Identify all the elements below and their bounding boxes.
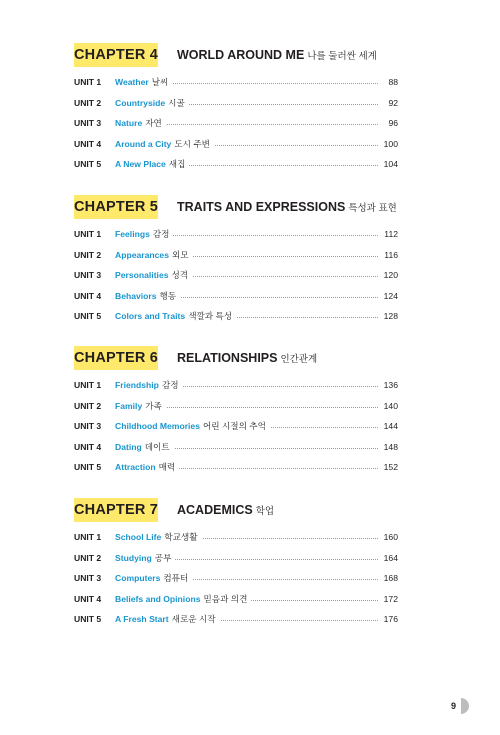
unit-topic-ko: 감정 [152, 229, 170, 239]
unit-topic [115, 419, 270, 433]
unit-label: UNIT 4 [74, 593, 102, 604]
page-folio-number: 9 [451, 701, 457, 711]
unit-topic-ko: 성격 [171, 270, 189, 280]
unit-label: UNIT 3 [74, 573, 102, 583]
unit-topic [115, 551, 175, 565]
unit-list [74, 227, 398, 330]
page-number: 176 [383, 614, 398, 624]
unit-topic-en: Childhood Memories [115, 421, 200, 431]
chapter-title [177, 498, 274, 524]
unit-row[interactable] [74, 96, 398, 117]
chapter-title [177, 43, 377, 69]
unit-topic [115, 571, 192, 585]
page-number: 100 [383, 138, 398, 149]
unit-topic-en: Behaviors [115, 290, 157, 301]
unit-label: UNIT 3 [74, 421, 102, 431]
page-number: 128 [383, 311, 398, 321]
unit-list [74, 378, 398, 481]
unit-topic [115, 289, 180, 303]
chapter-title-en: WORLD AROUND ME [177, 48, 305, 62]
chapter-4-section [74, 43, 398, 169]
unit-topic-en: Computers [115, 573, 161, 583]
unit-row[interactable] [74, 419, 398, 440]
unit-row[interactable] [74, 460, 398, 481]
unit-label: UNIT 5 [74, 462, 102, 472]
unit-topic-ko: 감정 [161, 380, 179, 390]
unit-topic-ko: 행동 [159, 290, 177, 301]
chapter-badge: CHAPTER 4 [74, 43, 158, 67]
chapter-title [177, 346, 317, 372]
chapter-heading [74, 43, 398, 67]
page-number: 88 [388, 77, 398, 87]
unit-topic-ko: 날씨 [151, 77, 169, 87]
unit-topic-ko: 시골 [168, 97, 185, 108]
unit-list [74, 530, 398, 633]
folio-tab-icon [461, 698, 469, 714]
unit-topic-en: Dating [115, 441, 142, 452]
unit-topic [115, 399, 166, 413]
chapter-badge: CHAPTER 5 [74, 195, 158, 219]
unit-row[interactable] [74, 440, 398, 461]
chapter-title-ko: 인간관계 [280, 354, 318, 365]
unit-topic [115, 227, 173, 241]
page-number: 168 [383, 573, 398, 583]
unit-topic-en: Feelings [115, 229, 150, 239]
unit-topic-ko: 새로운 시작 [171, 614, 216, 624]
chapter-heading [74, 195, 398, 219]
page-number: 116 [384, 249, 398, 260]
unit-topic-en: Weather [115, 77, 149, 87]
unit-topic-ko: 학교생활 [164, 532, 198, 542]
unit-label: UNIT 5 [74, 614, 102, 624]
page-number: 148 [383, 441, 398, 452]
unit-topic [115, 309, 236, 323]
unit-topic [115, 157, 189, 171]
unit-row[interactable] [74, 75, 398, 96]
unit-label: UNIT 1 [74, 532, 102, 542]
unit-row[interactable] [74, 571, 398, 592]
unit-topic-ko: 외모 [171, 249, 189, 260]
chapter-title-en: RELATIONSHIPS [177, 351, 278, 365]
unit-topic-ko: 매력 [158, 462, 176, 472]
page-number: 120 [383, 270, 398, 280]
unit-row[interactable] [74, 309, 398, 330]
unit-topic-en: Friendship [115, 380, 159, 390]
unit-topic-en: A Fresh Start [115, 614, 169, 624]
page-number: 124 [383, 290, 398, 301]
unit-row[interactable] [74, 592, 398, 613]
unit-label: UNIT 2 [74, 97, 102, 108]
page-number: 104 [383, 159, 398, 169]
unit-topic-ko: 자연 [145, 118, 162, 128]
page-number: 136 [383, 380, 398, 390]
chapter-title-ko: 나를 둘러싼 세계 [307, 51, 377, 62]
unit-row[interactable] [74, 248, 398, 269]
unit-label: UNIT 3 [74, 118, 102, 128]
unit-label: UNIT 4 [74, 138, 102, 149]
chapter-title-ko: 특성과 표현 [348, 203, 397, 214]
unit-topic [115, 612, 220, 626]
page-number: 112 [384, 229, 398, 239]
unit-row[interactable] [74, 289, 398, 310]
chapter-heading [74, 346, 398, 370]
unit-topic-en: A New Place [115, 159, 166, 169]
unit-topic-en: School Life [115, 532, 162, 542]
unit-label: UNIT 2 [74, 249, 102, 260]
unit-topic-ko: 공부 [154, 552, 172, 563]
chapter-7-section [74, 498, 398, 624]
unit-topic-en: Studying [115, 552, 152, 563]
unit-topic [115, 248, 193, 262]
unit-row[interactable] [74, 378, 398, 399]
chapter-title-en: ACADEMICS [177, 503, 253, 517]
unit-row[interactable] [74, 268, 398, 289]
unit-topic [115, 440, 174, 454]
unit-label: UNIT 3 [74, 270, 102, 280]
page-number: 144 [383, 421, 398, 431]
unit-topic [115, 75, 172, 89]
unit-topic-ko: 컴퓨터 [163, 573, 189, 583]
unit-row[interactable] [74, 399, 398, 420]
chapter-6-section [74, 346, 398, 472]
unit-topic [115, 592, 251, 606]
unit-topic-ko: 가족 [145, 400, 162, 411]
unit-label: UNIT 4 [74, 441, 102, 452]
unit-row[interactable] [74, 612, 398, 633]
unit-topic-en: Appearances [115, 249, 169, 260]
unit-row[interactable] [74, 137, 398, 158]
chapter-badge: CHAPTER 7 [74, 498, 158, 522]
unit-label: UNIT 1 [74, 380, 102, 390]
unit-list [74, 75, 398, 178]
unit-topic [115, 96, 189, 110]
unit-label: UNIT 1 [74, 77, 102, 87]
unit-topic [115, 137, 214, 151]
unit-label: UNIT 2 [74, 400, 102, 411]
page-number: 92 [388, 97, 398, 108]
unit-label: UNIT 5 [74, 311, 102, 321]
unit-topic-en: Family [115, 400, 143, 411]
unit-topic-en: Attraction [115, 462, 156, 472]
page-number: 164 [383, 552, 398, 563]
page-number: 160 [383, 532, 398, 542]
unit-topic [115, 116, 166, 130]
unit-topic-en: Beliefs and Opinions [115, 593, 201, 604]
unit-topic-en: Around a City [115, 138, 172, 149]
chapter-title-ko: 학업 [255, 506, 275, 517]
unit-topic-ko: 도시 주변 [174, 138, 210, 149]
unit-row[interactable] [74, 157, 398, 178]
page-number: 172 [383, 593, 398, 604]
unit-label: UNIT 4 [74, 290, 102, 301]
chapter-heading [74, 498, 398, 522]
unit-row[interactable] [74, 227, 398, 248]
unit-topic-ko: 색깔과 특성 [188, 311, 233, 321]
chapter-5-section [74, 195, 398, 321]
page-number: 96 [388, 118, 398, 128]
unit-topic-en: Nature [115, 118, 143, 128]
unit-label: UNIT 2 [74, 552, 102, 563]
chapter-title [177, 195, 397, 221]
unit-topic-en: Colors and Traits [115, 311, 186, 321]
unit-topic-ko: 믿음과 의견 [203, 593, 248, 604]
unit-row[interactable] [74, 116, 398, 137]
unit-label: UNIT 5 [74, 159, 102, 169]
unit-topic-en: Countryside [115, 97, 166, 108]
unit-topic [115, 268, 192, 282]
unit-topic-en: Personalities [115, 270, 169, 280]
unit-row[interactable] [74, 530, 398, 551]
unit-topic-ko: 데이트 [144, 441, 170, 452]
unit-topic [115, 460, 179, 474]
chapter-title-en: TRAITS AND EXPRESSIONS [177, 200, 346, 214]
unit-label: UNIT 1 [74, 229, 102, 239]
unit-topic-ko: 어린 시절의 추억 [203, 421, 266, 431]
page-number: 152 [383, 462, 398, 472]
page-number: 140 [383, 400, 398, 411]
unit-topic [115, 530, 202, 544]
chapter-badge: CHAPTER 6 [74, 346, 158, 370]
unit-topic-ko: 새집 [168, 159, 186, 169]
unit-topic [115, 378, 183, 392]
unit-row[interactable] [74, 551, 398, 572]
